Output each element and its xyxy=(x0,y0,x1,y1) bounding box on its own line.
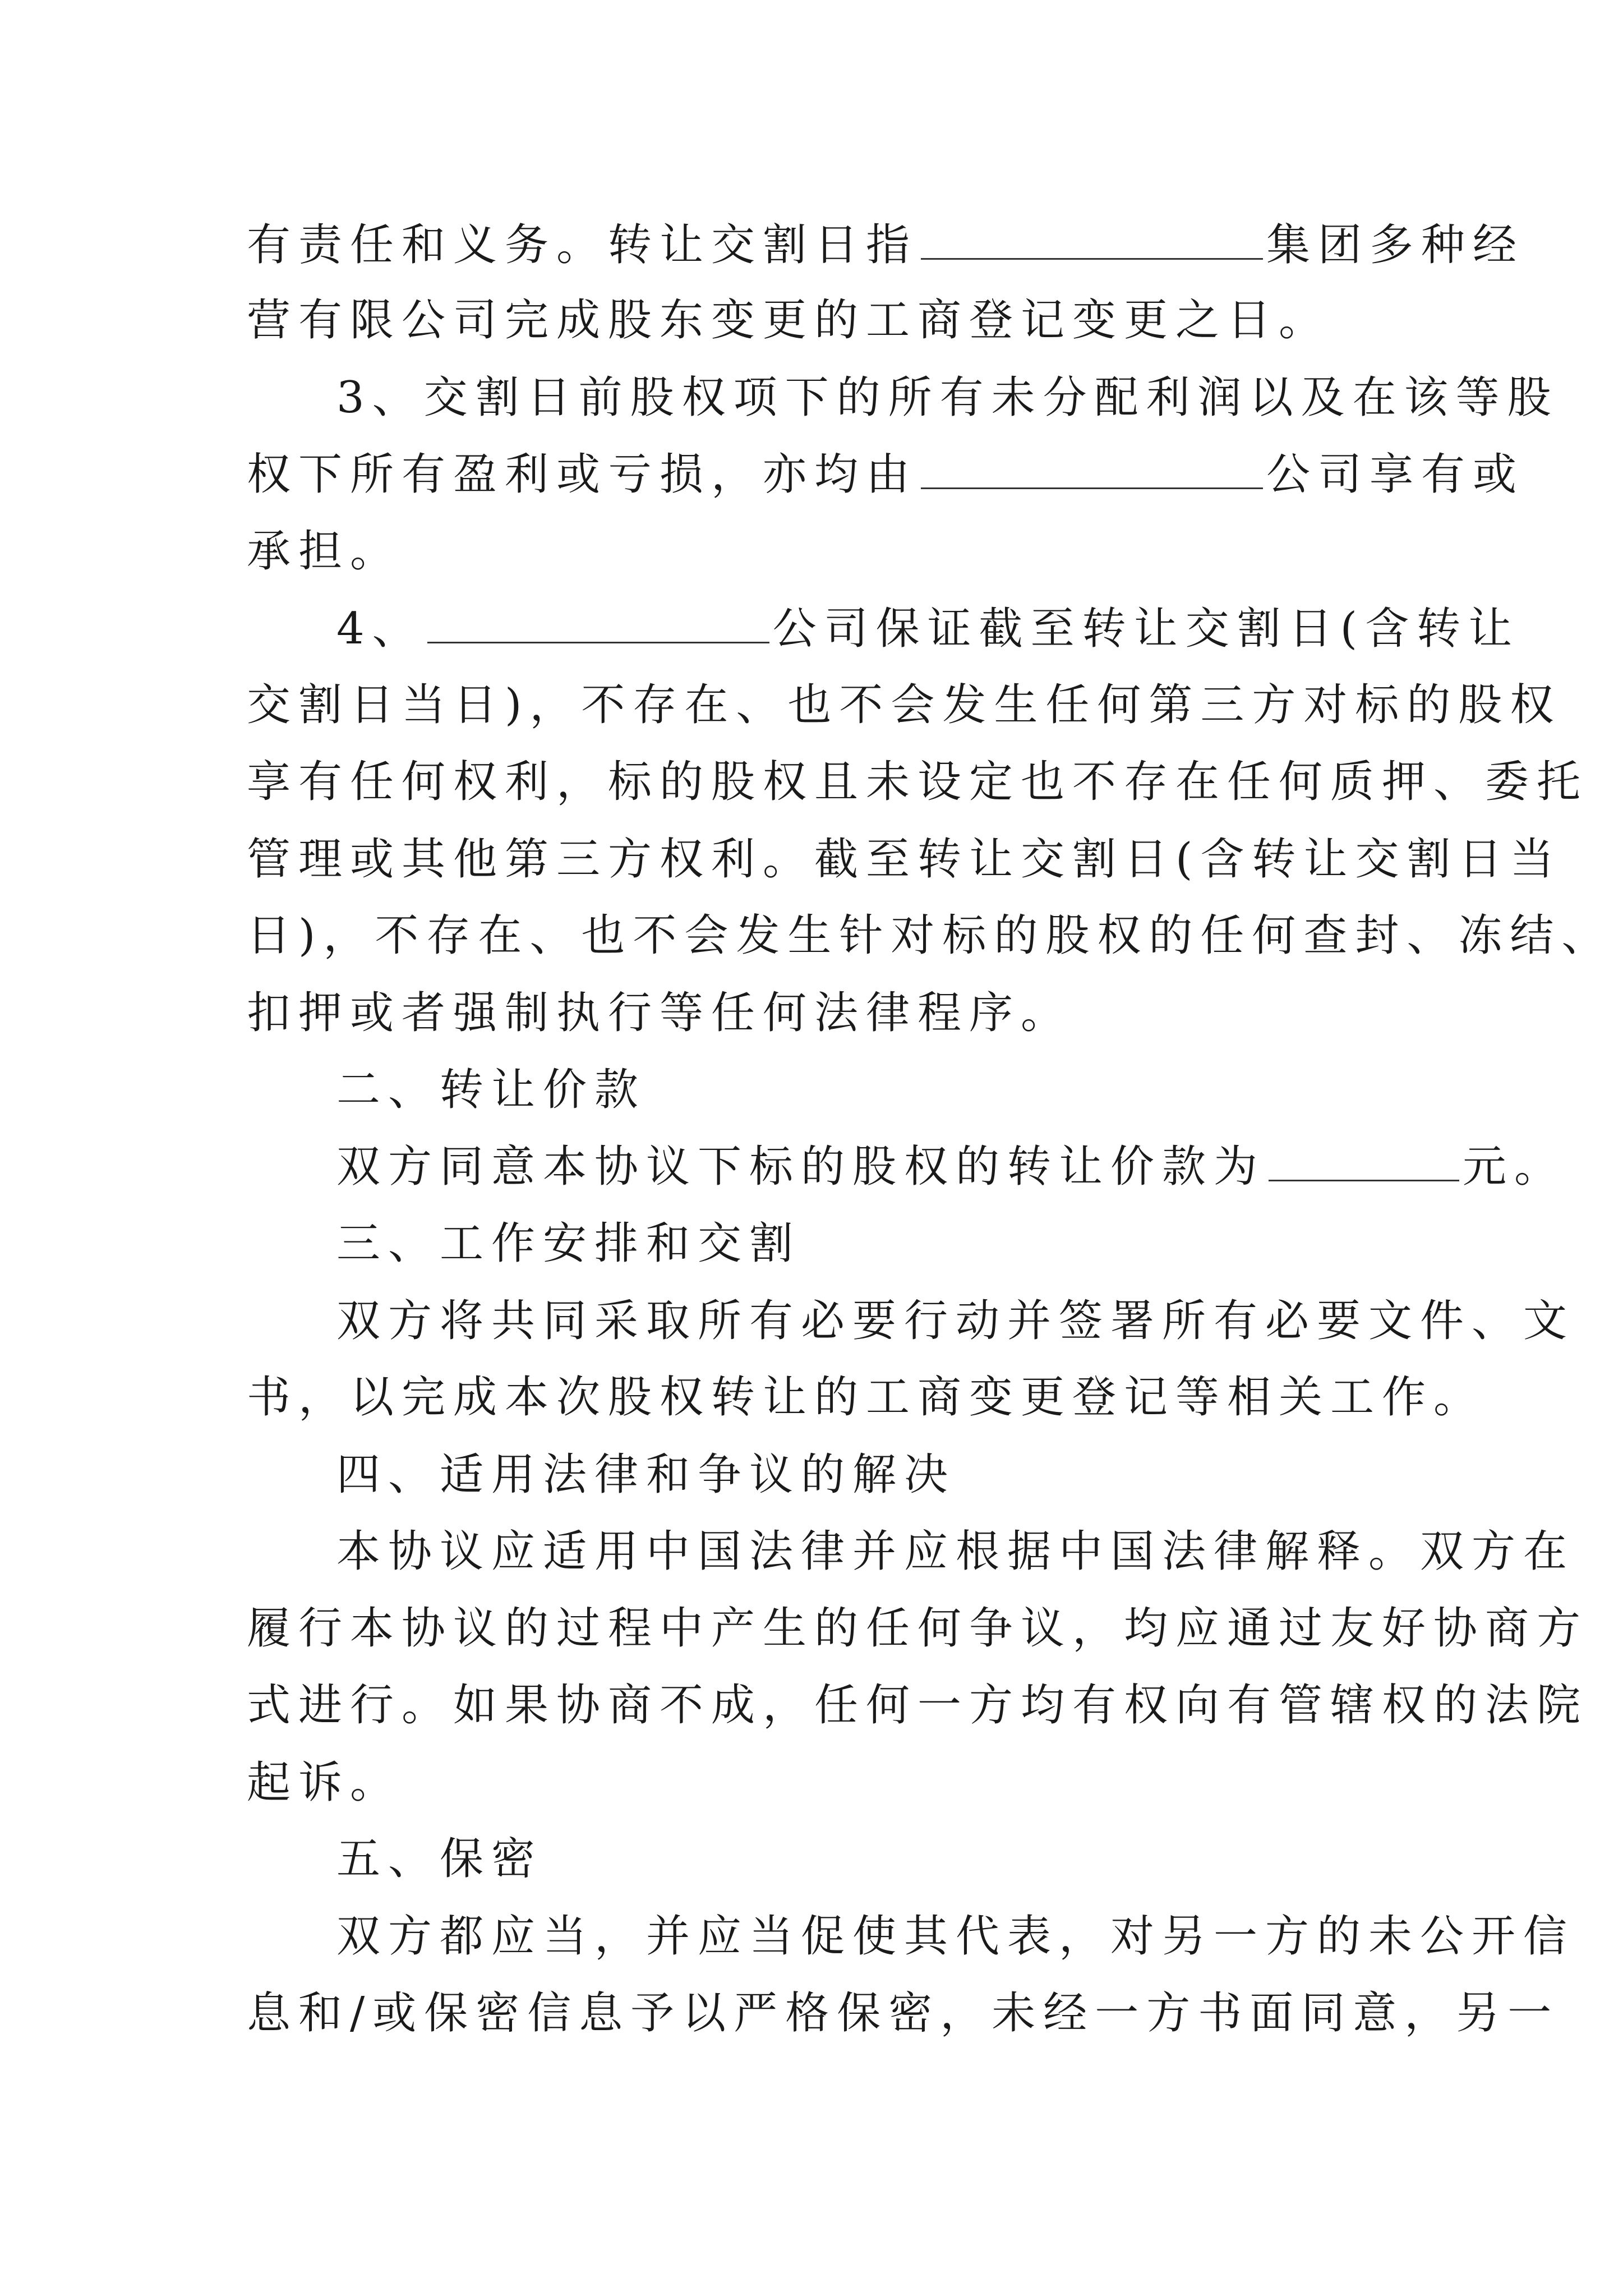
text-line-3 xyxy=(336,372,1559,423)
text-segment: 书，以完成本次股权转让的工商变更登记等相关工作。 xyxy=(247,1372,1486,1423)
section-heading-5 xyxy=(336,1834,543,1884)
text-segment: 享有任何权利，标的股权且未设定也不存在任何质押、委托 xyxy=(247,757,1589,807)
text-segment: 履行本协议的过程中产生的任何争议，均应通过友好协商方 xyxy=(247,1603,1589,1654)
text-line-15 xyxy=(336,1296,1575,1346)
fill-blank xyxy=(1269,1145,1459,1181)
section-heading-4 xyxy=(336,1450,956,1500)
text-segment: 交割日当日)，不存在、也不会发生任何第三方对标的股权 xyxy=(247,680,1562,730)
text-segment: 日)，不存在、也不会发生针对标的股权的任何查封、冻结、 xyxy=(247,910,1613,961)
text-line-13 xyxy=(336,1142,1566,1192)
text-line-11 xyxy=(247,988,1073,1038)
fill-blank xyxy=(921,453,1263,489)
section-heading-2 xyxy=(336,1065,647,1115)
text-segment: 公司享有或 xyxy=(1266,449,1525,500)
fill-blank xyxy=(921,223,1263,260)
text-segment: 管理或其他第三方权利。截至转让交割日(含转让交割日当 xyxy=(247,834,1562,885)
text-segment: 公司保证截至转让交割日(含转让 xyxy=(772,604,1520,654)
text-line-5 xyxy=(247,526,402,577)
text-segment: 式进行。如果协商不成，任何一方均有权向有管辖权的法院 xyxy=(247,1680,1589,1731)
text-line-8 xyxy=(247,757,1589,807)
text-line-1 xyxy=(247,220,1525,270)
text-line-16 xyxy=(247,1372,1486,1423)
text-segment: 五、保密 xyxy=(336,1834,543,1884)
text-line-7 xyxy=(247,680,1562,730)
text-segment: 二、转让价款 xyxy=(336,1065,647,1115)
text-line-4 xyxy=(247,449,1525,500)
text-segment: 双方都应当，并应当促使其代表，对另一方的未公开信 xyxy=(336,1911,1575,1962)
text-segment: 扣押或者强制执行等任何法律程序。 xyxy=(247,988,1073,1038)
text-segment: 3、交割日前股权项下的所有未分配利润以及在该等股 xyxy=(336,372,1559,423)
text-line-20 xyxy=(247,1680,1589,1731)
text-segment: 营有限公司完成股东变更的工商登记变更之日。 xyxy=(247,295,1331,346)
text-line-10 xyxy=(247,910,1613,961)
text-segment: 承担。 xyxy=(247,526,402,577)
text-segment: 双方同意本协议下标的股权的转让价款为 xyxy=(336,1142,1266,1192)
text-segment: 起诉。 xyxy=(247,1757,402,1808)
text-segment: 4、 xyxy=(336,604,424,654)
fill-blank xyxy=(427,607,769,643)
text-segment: 本协议应适用中国法律并应根据中国法律解释。双方在 xyxy=(336,1526,1575,1577)
text-segment: 有责任和义务。转让交割日指 xyxy=(247,220,918,270)
text-line-19 xyxy=(247,1603,1589,1654)
text-line-9 xyxy=(247,834,1562,885)
section-heading-3 xyxy=(336,1218,801,1269)
text-line-24 xyxy=(247,1988,1560,2039)
text-segment: 三、工作安排和交割 xyxy=(336,1218,801,1269)
text-line-6 xyxy=(336,604,1520,654)
text-segment: 元。 xyxy=(1463,1142,1566,1192)
text-line-23 xyxy=(336,1911,1575,1962)
text-segment: 息和/或保密信息予以严格保密，未经一方书面同意，另一 xyxy=(247,1988,1560,2039)
text-segment: 集团多种经 xyxy=(1266,220,1525,270)
text-line-18 xyxy=(336,1526,1575,1577)
text-segment: 四、适用法律和争议的解决 xyxy=(336,1450,956,1500)
text-segment: 权下所有盈利或亏损，亦均由 xyxy=(247,449,918,500)
text-line-2 xyxy=(247,295,1331,346)
text-line-21 xyxy=(247,1757,402,1808)
text-segment: 双方将共同采取所有必要行动并签署所有必要文件、文 xyxy=(336,1296,1575,1346)
